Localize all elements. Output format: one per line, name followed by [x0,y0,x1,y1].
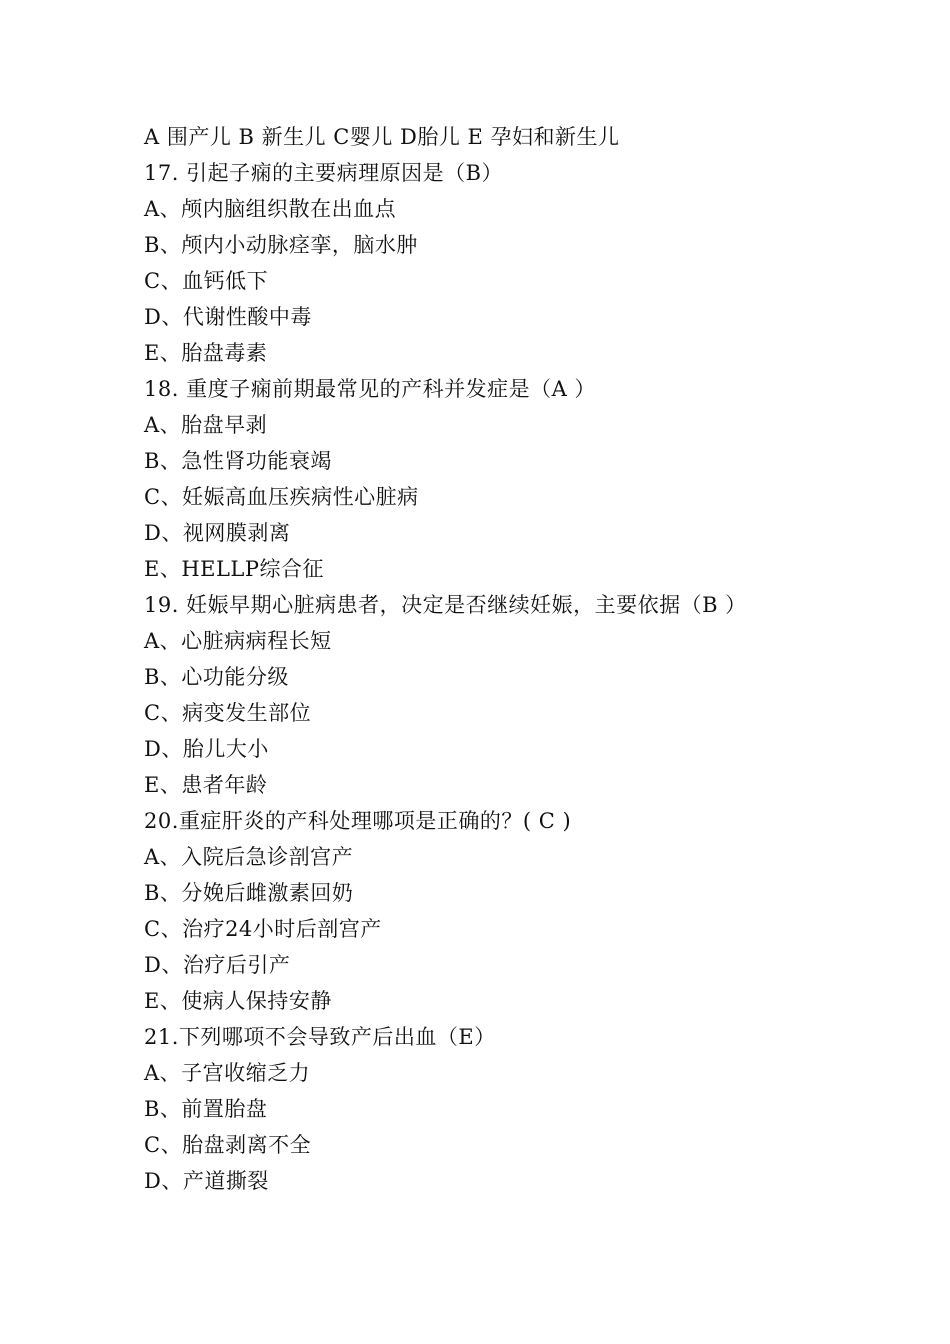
question-19: 19. 妊娠早期心脏病患者，决定是否继续妊娠，主要依据（B ） [144,593,747,617]
option-c: C、胎盘剥离不全 [144,1133,312,1157]
option-e: E、胎盘毒素 [144,341,268,365]
question-18: 18. 重度子痫前期最常见的产科并发症是（A ） [144,377,596,401]
option-c: C、治疗24小时后剖宫产 [144,917,382,941]
option-b: B、分娩后雌激素回奶 [144,881,354,905]
option-b: B、心功能分级 [144,665,289,689]
document-body [144,119,864,1199]
option-e: E、HELLP综合征 [144,557,324,581]
option-e: E、使病人保持安静 [144,989,332,1013]
option-d: D、代谢性酸中毒 [144,305,312,329]
option-b: B、急性肾功能衰竭 [144,449,332,473]
option-d: D、视网膜剥离 [144,521,291,545]
option-d: D、治疗后引产 [144,953,291,977]
option-c: C、妊娠高血压疾病性心脏病 [144,485,419,509]
option-b: B、前置胎盘 [144,1097,268,1121]
option-b: B、颅内小动脉痉挛，脑水肿 [144,233,418,257]
option-a: A、心脏病病程长短 [144,629,332,653]
question-21: 21.下列哪项不会导致产后出血（E） [144,1025,496,1049]
option-a: A、入院后急诊剖宫产 [144,845,354,869]
option-a: A、子宫收缩乏力 [144,1061,311,1085]
option-a: A、胎盘早剥 [144,413,268,437]
option-d: D、产道撕裂 [144,1169,269,1193]
option-c: C、病变发生部位 [144,701,312,725]
question-20: 20.重症肝炎的产科处理哪项是正确的？( C ) [144,809,572,833]
option-c: C、血钙低下 [144,269,269,293]
option-a: A、颅内脑组织散在出血点 [144,197,397,221]
options-line: A 围产儿 B 新生儿 C婴儿 D胎儿 E 孕妇和新生儿 [144,125,620,149]
option-e: E、患者年龄 [144,773,268,797]
option-d: D、胎儿大小 [144,737,269,761]
question-17: 17. 引起子痫的主要病理原因是（B） [144,161,504,185]
